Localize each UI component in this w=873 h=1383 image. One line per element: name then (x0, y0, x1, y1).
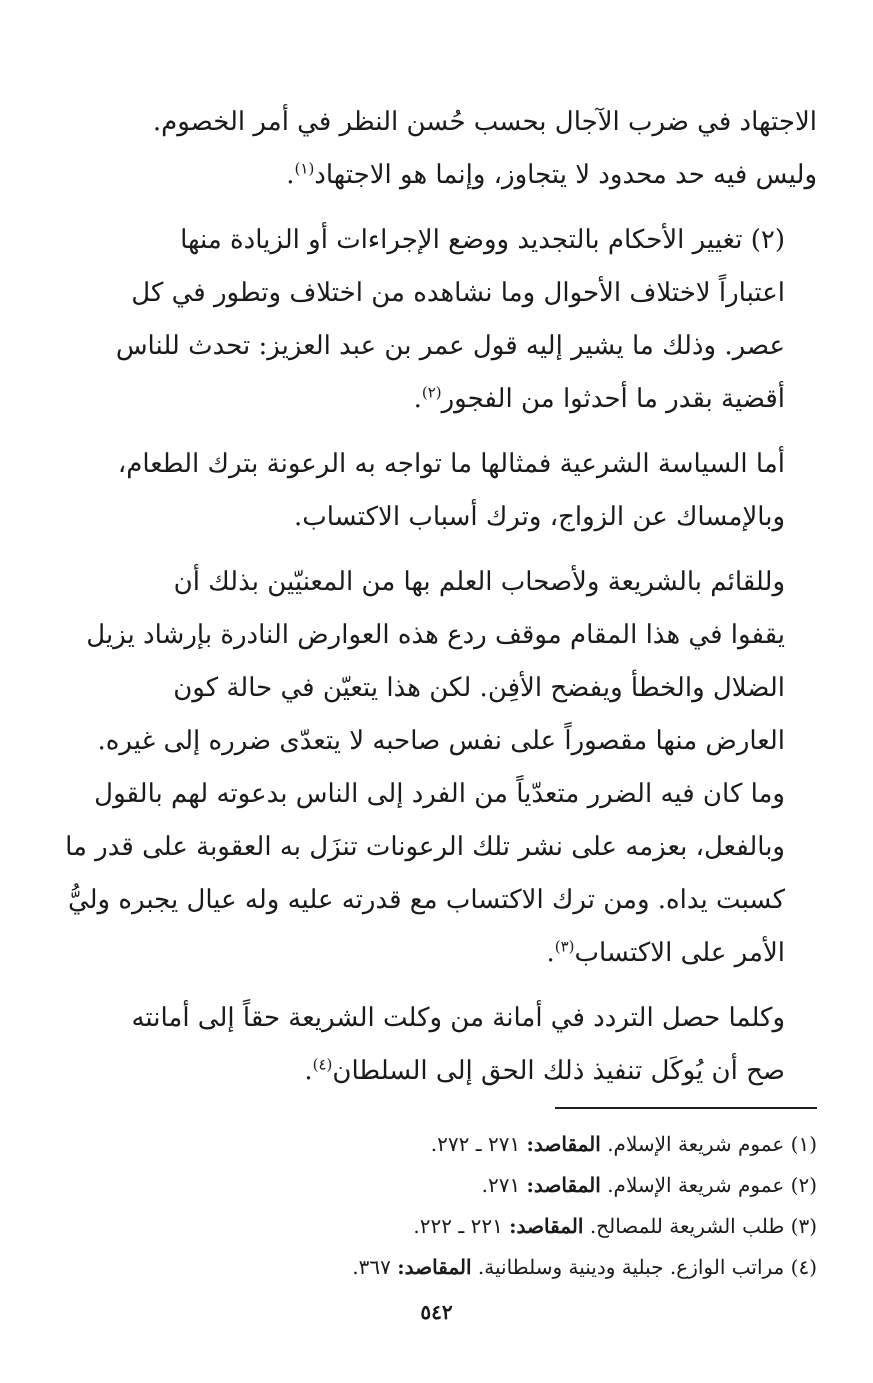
footnotes (48, 1124, 817, 1288)
text-line: اعتباراً لاختلاف الأحوال وما نشاهده من اختلاف وتطور في كل (131, 278, 785, 308)
footnote-ref: ٣٦٧. (352, 1255, 391, 1279)
footnote-label: المقاصد: (526, 1173, 601, 1197)
footnote-label: المقاصد: (526, 1132, 601, 1156)
footnote-1 (48, 1124, 817, 1165)
text-line: وبالفعل، بعزمه على نشر تلك الرعونات تنزَل به العقوبة على قدر ما (65, 832, 785, 862)
text-line: كسبت يداه. ومن ترك الاكتساب مع قدرته عليه وله عيال يجبره وليُّ (67, 885, 785, 915)
text-fragment: الأمر على الاكتساب (574, 938, 785, 968)
text-fragment: وليس فيه حد محدود لا يتجاوز، وإنما هو الاجتهاد (314, 160, 817, 190)
footnote-label: المقاصد: (397, 1255, 472, 1279)
text-line (48, 1045, 817, 1098)
footnote-marker: (٢) (421, 383, 442, 402)
footnote-4 (48, 1247, 817, 1288)
text-line: الاجتهاد في ضرب الآجال بحسب حُسن النظر في أمر الخصوم. (152, 107, 817, 137)
footnote-separator (555, 1107, 817, 1109)
text-fragment: أقضية بقدر ما أحدثوا من الفجور (441, 384, 785, 414)
footnote-label: المقاصد: (509, 1214, 584, 1238)
text-line: (٢) تغيير الأحكام بالتجديد ووضع الإجراءات أو الزيادة منها (180, 225, 785, 255)
text-line: العارض منها مقصوراً على نفس صاحبه لا يتعدّى ضرره إلى غيره. (97, 726, 785, 756)
text-fragment: صح أن يُوكَل تنفيذ ذلك الحق إلى السلطان (332, 1056, 785, 1086)
text-line: الضلال والخطأ ويفضح الأفِن. لكن هذا يتعيّن في حالة كون (173, 673, 785, 703)
footnote-text: طلب الشريعة للمصالح. (589, 1214, 785, 1238)
footnote-text: عموم شريعة الإسلام. (607, 1173, 785, 1197)
sentence-end: . (304, 1056, 313, 1086)
text-line: عصر. وذلك ما يشير إليه قول عمر بن عبد العزيز: تحدث للناس (115, 331, 785, 361)
paragraph-4 (48, 556, 817, 980)
page-number: ٥٤٢ (420, 1300, 453, 1324)
footnote-text: عموم شريعة الإسلام. (607, 1132, 785, 1156)
footnote-ref: ٢٢١ ـ ٢٢٢. (413, 1214, 503, 1238)
sentence-end: . (286, 160, 295, 190)
text-line: وما كان فيه الضرر متعدّياً من الفرد إلى الناس بدعوته لهم بالقول (94, 779, 785, 809)
paragraph-3 (48, 438, 817, 544)
text-line: وكلما حصل التردد في أمانة من وكلت الشريعة حقاً إلى أمانته (131, 1003, 785, 1033)
paragraph-2 (48, 214, 817, 426)
text-line: أما السياسة الشرعية فمثالها ما تواجه به الرعونة بترك الطعام، (117, 449, 785, 479)
text-line: وللقائم بالشريعة ولأصحاب العلم بها من المعنيّين بذلك أن (173, 567, 785, 597)
footnote-ref: ٢٧١ ـ ٢٧٢. (430, 1132, 521, 1156)
footnote-number: (١) (790, 1132, 817, 1156)
footnote-number: (٢) (790, 1173, 817, 1197)
footnote-2 (48, 1165, 817, 1206)
footnote-text: مراتب الوازع. جبلية ودينية وسلطانية. (477, 1255, 785, 1279)
text-line: وبالإمساك عن الزواج، وترك أسباب الاكتساب. (293, 502, 785, 532)
text-line (48, 373, 817, 426)
footnote-ref: ٢٧١. (481, 1173, 521, 1197)
paragraph-1 (48, 96, 817, 202)
footnote-marker: (١) (294, 159, 315, 178)
footnote-number: (٣) (790, 1214, 817, 1238)
paragraph-5 (48, 992, 817, 1098)
main-text (48, 96, 817, 1110)
text-line (48, 927, 817, 980)
sentence-end: . (413, 384, 422, 414)
sentence-end: . (546, 938, 555, 968)
text-line: يقفوا في هذا المقام موقف ردع هذه العوارض النادرة بإرشاد يزيل (86, 620, 785, 650)
footnote-marker: (٤) (312, 1055, 333, 1074)
footnote-number: (٤) (790, 1255, 817, 1279)
text-line (48, 149, 817, 202)
footnote-marker: (٣) (554, 937, 575, 956)
footnote-3 (48, 1206, 817, 1247)
